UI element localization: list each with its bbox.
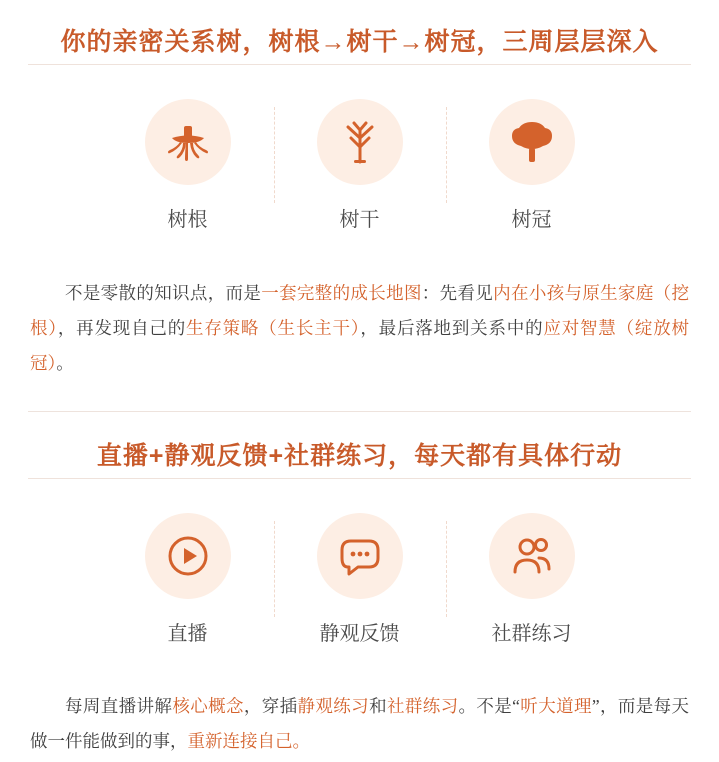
text-run: 和 [369, 696, 387, 716]
icon-row-2 [0, 479, 719, 646]
section-live-practice [0, 418, 719, 760]
tree-crown-icon [489, 99, 575, 185]
paragraph-wrap-1 [0, 232, 719, 381]
section-1-heading: 你的亲密关系树，树根→树干→树冠，三周层层深入 [60, 28, 659, 56]
play-circle-icon [145, 513, 231, 599]
icon-label-tree-crown: 树冠 [511, 209, 552, 231]
paragraph-1 [30, 276, 689, 381]
text-run-highlight: 一套完整的成长地图 [261, 282, 422, 303]
icon-label-live: 直播 [167, 622, 208, 645]
paragraph-wrap-2 [0, 646, 719, 760]
text-run: ”，而是每天做一件能做到的事， [30, 696, 690, 751]
icon-label-tree-roots: 树根 [167, 209, 208, 231]
text-run-highlight: 静观练习 [297, 696, 370, 716]
icon-cell-mindful-feedback [274, 513, 446, 646]
icon-cell-tree-trunk [274, 99, 446, 232]
text-run-highlight: 核心概念 [172, 696, 244, 716]
text-run: 。 [56, 352, 74, 373]
paragraph-2 [30, 689, 689, 759]
text-run-highlight: 生存策略（生长主干） [186, 317, 361, 338]
icon-label-community-practice: 社群练习 [491, 622, 572, 645]
text-run: ，最后落地到关系中的 [360, 317, 544, 338]
icon-cell-live [102, 513, 274, 646]
text-run: 不是零散的知识点，而是 [65, 282, 262, 303]
people-group-icon [489, 513, 575, 599]
icon-label-tree-trunk: 树干 [339, 209, 380, 231]
text-run-highlight: 社群练习 [386, 696, 459, 716]
text-run-highlight: 内在小孩与原生家庭（挖根） [30, 282, 690, 338]
icon-cell-tree-crown [446, 99, 618, 232]
section-separator [28, 411, 691, 412]
text-run: ，再发现自己的 [57, 317, 187, 338]
section-2-heading: 直播+静观反馈+社群练习，每天都有具体行动 [96, 441, 623, 470]
icon-cell-community-practice [446, 513, 618, 646]
chat-bubble-icon [317, 513, 403, 599]
text-run: ：先看见 [421, 282, 494, 303]
icon-cell-tree-roots [102, 99, 274, 232]
text-run-highlight: 听大道理 [519, 696, 592, 716]
icon-label-mindful-feedback: 静观反馈 [319, 622, 400, 645]
text-run-highlight: 重新连接自己。 [187, 731, 310, 751]
tree-trunk-icon [317, 99, 403, 185]
text-run: 。不是“ [458, 696, 520, 716]
tree-roots-icon [145, 99, 231, 185]
text-run-highlight: 应对智慧（绽放树冠） [30, 317, 690, 373]
icon-row-1 [0, 65, 719, 232]
text-run: 每周直播讲解 [65, 696, 173, 716]
text-run: ，穿插 [243, 696, 298, 716]
